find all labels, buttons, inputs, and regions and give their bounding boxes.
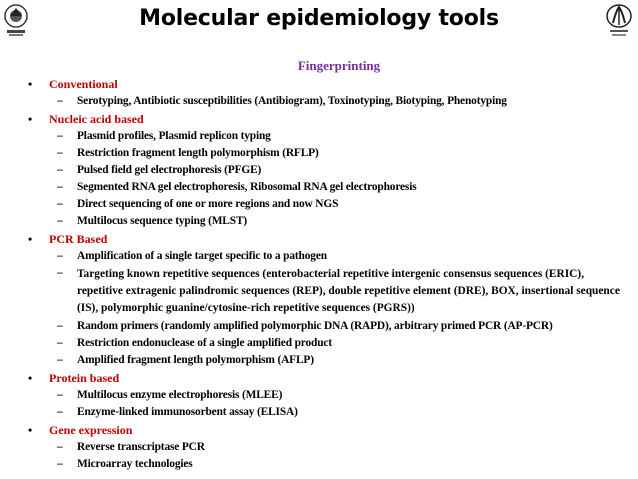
category-nucleic-acid: • Nucleic acid based xyxy=(28,112,144,126)
category-protein-based: • Protein based xyxy=(28,371,120,385)
category-gene-expression: • Gene expression xyxy=(28,423,133,437)
list-item: – Pulsed field gel electrophoresis (PFGE) xyxy=(57,164,262,176)
bullet-icon: • xyxy=(28,423,33,437)
content-list xyxy=(0,75,638,473)
list-item: – Direct sequencing of one or more regions and now NGS xyxy=(57,198,339,210)
list-item: – Amplification of a single target specific to a pathogen xyxy=(57,250,327,262)
list-item: – Reverse transcriptase PCR xyxy=(57,441,205,453)
list-item: – Multilocus sequence typing (MLST) xyxy=(57,215,248,227)
list-item: – Enzyme-linked immunosorbent assay (ELISA) xyxy=(57,406,298,418)
list-item: – Restriction endonuclease of a single amplified product xyxy=(57,337,332,349)
list-item: – Serotyping, Antibiotic susceptibilities (Antibiogram), Toxinotyping, Biotyping, Phenotyping xyxy=(57,95,507,107)
bullet-icon: • xyxy=(28,77,33,91)
list-item: – Segmented RNA gel electrophoresis, Ribosomal RNA gel electrophoresis xyxy=(57,181,417,193)
page-subtitle: Fingerprinting xyxy=(297,58,381,73)
bullet-icon: • xyxy=(28,371,33,385)
bullet-icon: • xyxy=(28,112,33,126)
bullet-icon: • xyxy=(28,232,33,246)
category-pcr-based: • PCR Based xyxy=(28,232,108,246)
list-item: – Amplified fragment length polymorphism (AFLP) xyxy=(57,354,314,366)
list-item: – Microarray technologies xyxy=(57,458,193,470)
list-item: – Random primers (randomly amplified polymorphic DNA (RAPD), arbitrary primed PCR (AP-PCR) xyxy=(57,320,553,332)
category-conventional: • Conventional xyxy=(28,77,118,91)
list-item: – Targeting known repetitive sequences (enterobacterial repetitive intergenic consensus sequences (ERIC), repetitive extragenic palindromic sequences (REP), double repetitive element (DRE), BOX, insertional sequence (IS), polymorphic guanine/cytosine-rich repetitive sequences (PGRS)) xyxy=(57,267,620,314)
page-title: Molecular epidemiology tools xyxy=(139,6,499,31)
list-item: – Multilocus enzyme electrophoresis (MLEE) xyxy=(57,389,283,401)
list-item: – Plasmid profiles, Plasmid replicon typing xyxy=(57,130,271,142)
list-item: – Restriction fragment length polymorphism (RFLP) xyxy=(57,147,319,159)
